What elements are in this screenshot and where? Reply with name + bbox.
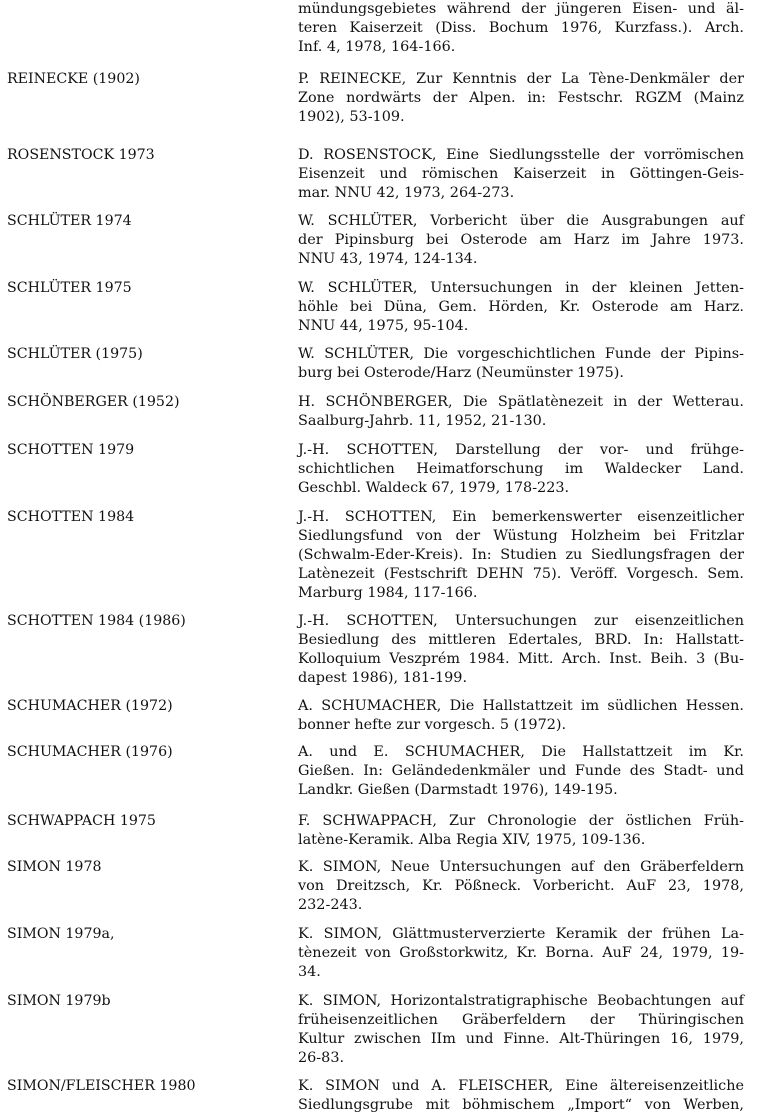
citation-key: SCHLÜTER (1975) (7, 346, 143, 362)
reference-line: höhle bei Düna, Gem. Hörden, Kr. Osterode am Harz. (298, 299, 744, 315)
reference-line: K. SIMON, Horizontalstratigraphische Beobachtungen auf (298, 993, 744, 1009)
reference-line: 26-83. (298, 1050, 345, 1066)
reference-text (298, 743, 744, 800)
citation-key: SCHLÜTER 1975 (7, 280, 132, 296)
citation-key: SIMON 1979b (7, 993, 111, 1009)
reference-text (298, 1077, 744, 1115)
citation-key: SCHWAPPACH 1975 (7, 813, 156, 829)
citation-key: SCHÖNBERGER (1952) (7, 394, 180, 410)
reference-line: 232-243. (298, 897, 363, 913)
reference-text (298, 697, 744, 735)
reference-line: teren Kaiserzeit (Diss. Bochum 1976, Kurzfass.). Arch. (298, 20, 744, 36)
reference-text (298, 925, 744, 982)
reference-text (298, 279, 744, 336)
reference-line: Siedlungsfund von der Wüstung Holzheim bei Fritzlar (298, 528, 744, 544)
reference-line: Latènezeit (Festschrift DEHN 75). Veröff. Vorgesch. Sem. (298, 566, 744, 582)
reference-text (298, 212, 744, 269)
citation-key: SCHUMACHER (1976) (7, 744, 173, 760)
reference-text (298, 858, 744, 915)
reference-text (298, 441, 744, 498)
reference-line: der Pipinsburg bei Osterode am Harz im Jahre 1973. (298, 232, 744, 248)
reference-line: J.-H. SCHOTTEN, Darstellung der vor- und frühge- (298, 442, 744, 458)
citation-key: SCHOTTEN 1984 (7, 509, 135, 525)
citation-key: SIMON/FLEISCHER 1980 (7, 1078, 196, 1094)
reference-line: Eisenzeit und römischen Kaiserzeit in Göttingen-Geis- (298, 166, 744, 182)
reference-line: W. SCHLÜTER, Untersuchungen in der kleinen Jetten- (298, 280, 744, 296)
reference-line: Geschbl. Waldeck 67, 1979, 178-223. (298, 480, 570, 496)
reference-line: K. SIMON, Neue Untersuchungen auf den Gräberfeldern (298, 859, 744, 875)
reference-line: H. SCHÖNBERGER, Die Spätlatènezeit in der Wetterau. (298, 394, 744, 410)
reference-line: P. REINECKE, Zur Kenntnis der La Tène-Denkmäler der (298, 71, 744, 87)
reference-line: Kolloquium Veszprém 1984. Mitt. Arch. Inst. Beih. 3 (Bu- (298, 651, 744, 667)
reference-line: NNU 44, 1975, 95-104. (298, 318, 469, 334)
reference-line: A. SCHUMACHER, Die Hallstattzeit im südlichen Hessen. (298, 698, 744, 714)
citation-key: ROSENSTOCK 1973 (7, 147, 155, 163)
reference-line: D. ROSENSTOCK, Eine Siedlungsstelle der vorrömischen (298, 147, 744, 163)
reference-line: Saalburg-Jahrb. 11, 1952, 21-130. (298, 413, 547, 429)
reference-text (298, 508, 744, 603)
reference-line: K. SIMON und A. FLEISCHER, Eine ältereisenzeitliche (298, 1078, 744, 1094)
reference-line: Gießen. In: Geländedenkmäler und Funde des Stadt- und (298, 763, 744, 779)
reference-text (298, 393, 744, 431)
reference-line: mar. NNU 42, 1973, 264-273. (298, 185, 515, 201)
reference-line: (Schwalm-Eder-Kreis). In: Studien zu Siedlungsfragen der (298, 547, 744, 563)
reference-line: Besiedlung des mittleren Edertales, BRD. In: Hallstatt- (298, 632, 744, 648)
reference-line: schichtlichen Heimatforschung im Waldecker Land. (298, 461, 744, 477)
reference-line: Zone nordwärts der Alpen. in: Festschr. RGZM (Mainz (298, 90, 744, 106)
reference-line: J.-H. SCHOTTEN, Untersuchungen zur eisenzeitlichen (298, 613, 744, 629)
reference-line: Inf. 4, 1978, 164-166. (298, 39, 456, 55)
citation-key: SCHOTTEN 1984 (1986) (7, 613, 186, 629)
reference-line: früheisenzeitlichen Gräberfeldern der Thüringischen (298, 1012, 744, 1028)
reference-text (298, 70, 744, 127)
reference-line: dapest 1986), 181-199. (298, 670, 468, 686)
citation-key: SCHUMACHER (1972) (7, 698, 173, 714)
citation-key: SCHLÜTER 1974 (7, 213, 132, 229)
reference-text (298, 992, 744, 1068)
reference-line: Landkr. Gießen (Darmstadt 1976), 149-195. (298, 782, 618, 798)
reference-line: 34. (298, 964, 321, 980)
reference-line: J.-H. SCHOTTEN, Ein bemerkenswerter eisenzeitlicher (298, 509, 744, 525)
reference-text (298, 812, 744, 850)
reference-text (298, 345, 744, 383)
reference-line: Kultur zwischen IIm und Finne. Alt-Thüringen 16, 1979, (298, 1031, 744, 1047)
citation-key: SIMON 1978 (7, 859, 102, 875)
reference-line: NNU 43, 1974, 124-134. (298, 251, 478, 267)
reference-text (298, 0, 744, 57)
reference-line: W. SCHLÜTER, Die vorgeschichtlichen Funde der Pipins- (298, 346, 744, 362)
citation-key: SIMON 1979a, (7, 926, 115, 942)
reference-line: F. SCHWAPPACH, Zur Chronologie der östlichen Früh- (298, 813, 744, 829)
reference-text (298, 146, 744, 203)
reference-line: mündungsgebietes während der jüngeren Eisen- und äl- (298, 1, 744, 17)
citation-key: SCHOTTEN 1979 (7, 442, 135, 458)
reference-line: W. SCHLÜTER, Vorbericht über die Ausgrabungen auf (298, 213, 744, 229)
reference-text (298, 612, 744, 688)
reference-line: bonner hefte zur vorgesch. 5 (1972). (298, 717, 567, 733)
reference-line: latène-Keramik. Alba Regia XIV, 1975, 109-136. (298, 832, 646, 848)
reference-line: Marburg 1984, 117-166. (298, 585, 478, 601)
reference-line: Siedlungsgrube mit böhmischem „Import“ von Werben, (298, 1097, 744, 1113)
reference-line: von Dreitzsch, Kr. Pößneck. Vorbericht. AuF 23, 1978, (298, 878, 744, 894)
reference-line: K. SIMON, Glättmusterverzierte Keramik der frühen La- (298, 926, 744, 942)
reference-line: tènezeit von Großstorkwitz, Kr. Borna. AuF 24, 1979, 19- (298, 945, 744, 961)
reference-line: A. und E. SCHUMACHER, Die Hallstattzeit im Kr. (298, 744, 744, 760)
reference-line: 1902), 53-109. (298, 109, 405, 125)
reference-line: burg bei Osterode/Harz (Neumünster 1975). (298, 365, 624, 381)
citation-key: REINECKE (1902) (7, 71, 140, 87)
